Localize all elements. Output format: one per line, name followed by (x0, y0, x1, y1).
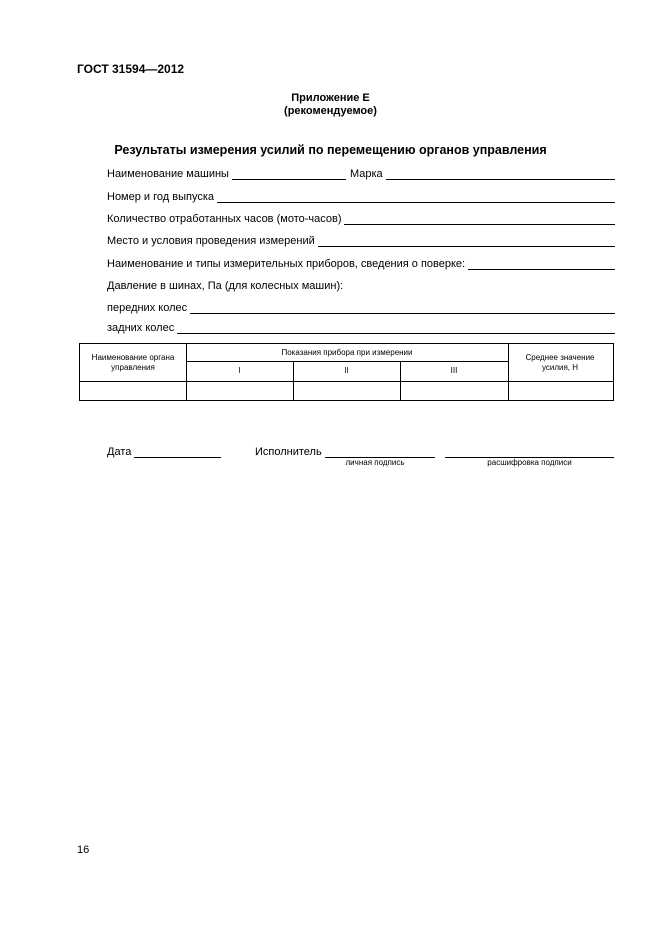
machine-name-label: Наименование машины (107, 168, 229, 180)
page-number: 16 (77, 844, 90, 856)
table-cell[interactable] (186, 381, 293, 400)
header-reading-2: II (344, 366, 349, 375)
instruments-label: Наименование и типы измерительных приборов, сведения о поверке: (107, 258, 466, 270)
tire-pressure-label: Давление в шинах, Па (для колесных машин): (107, 280, 344, 292)
table-cell[interactable] (400, 381, 508, 400)
performer-label: Исполнитель (255, 446, 322, 458)
transcript-line[interactable] (445, 446, 614, 458)
signature-line[interactable] (325, 446, 435, 458)
document-title: Результаты измерения усилий по перемещению органов управления (114, 143, 547, 157)
performer-field (255, 444, 435, 458)
header-average: Среднее значение усилия, Н (525, 352, 595, 372)
header-readings: Показания прибора при измерении (281, 347, 413, 357)
date-line[interactable] (134, 446, 221, 458)
place-line[interactable] (318, 234, 615, 247)
brand-line[interactable] (386, 167, 615, 180)
standard-number: ГОСТ 31594—2012 (77, 62, 185, 76)
front-wheels-line[interactable] (190, 301, 615, 314)
front-wheels-label: передних колес (107, 302, 188, 314)
table-cell[interactable] (508, 381, 612, 400)
personal-signature-caption: личная подпись (345, 458, 405, 467)
number-year-line[interactable] (217, 190, 615, 203)
results-table (79, 343, 614, 401)
transcript-caption: расшифровка подписи (487, 458, 572, 467)
table-cell[interactable] (80, 381, 186, 400)
brand-label: Марка (349, 168, 383, 180)
front-wheels-field (107, 298, 615, 314)
header-control: Наименование органа управления (91, 352, 175, 372)
tire-pressure-field (107, 276, 615, 292)
hours-line[interactable] (344, 212, 615, 225)
header-reading-1: I (238, 366, 241, 375)
number-year-field (107, 187, 615, 203)
appendix-title: Приложение Е (291, 92, 370, 104)
appendix-subtitle: (рекомендуемое) (284, 105, 377, 117)
machine-name-line[interactable] (232, 167, 346, 180)
rear-wheels-label: задних колес (107, 322, 175, 334)
machine-name-field (107, 164, 615, 180)
place-label: Место и условия проведения измерений (107, 235, 315, 247)
header-reading-3: III (450, 366, 458, 375)
date-field (107, 444, 221, 458)
table-cell[interactable] (293, 381, 400, 400)
place-field (107, 231, 615, 247)
hours-label: Количество отработанных часов (мото-часов) (107, 213, 342, 225)
number-year-label: Номер и год выпуска (107, 191, 214, 203)
instruments-line[interactable] (468, 257, 615, 270)
rear-wheels-line[interactable] (177, 321, 615, 334)
rear-wheels-field (107, 318, 615, 334)
date-label: Дата (107, 446, 132, 458)
transcript-field (445, 444, 614, 458)
hours-field (107, 209, 615, 225)
instruments-field (107, 254, 615, 270)
